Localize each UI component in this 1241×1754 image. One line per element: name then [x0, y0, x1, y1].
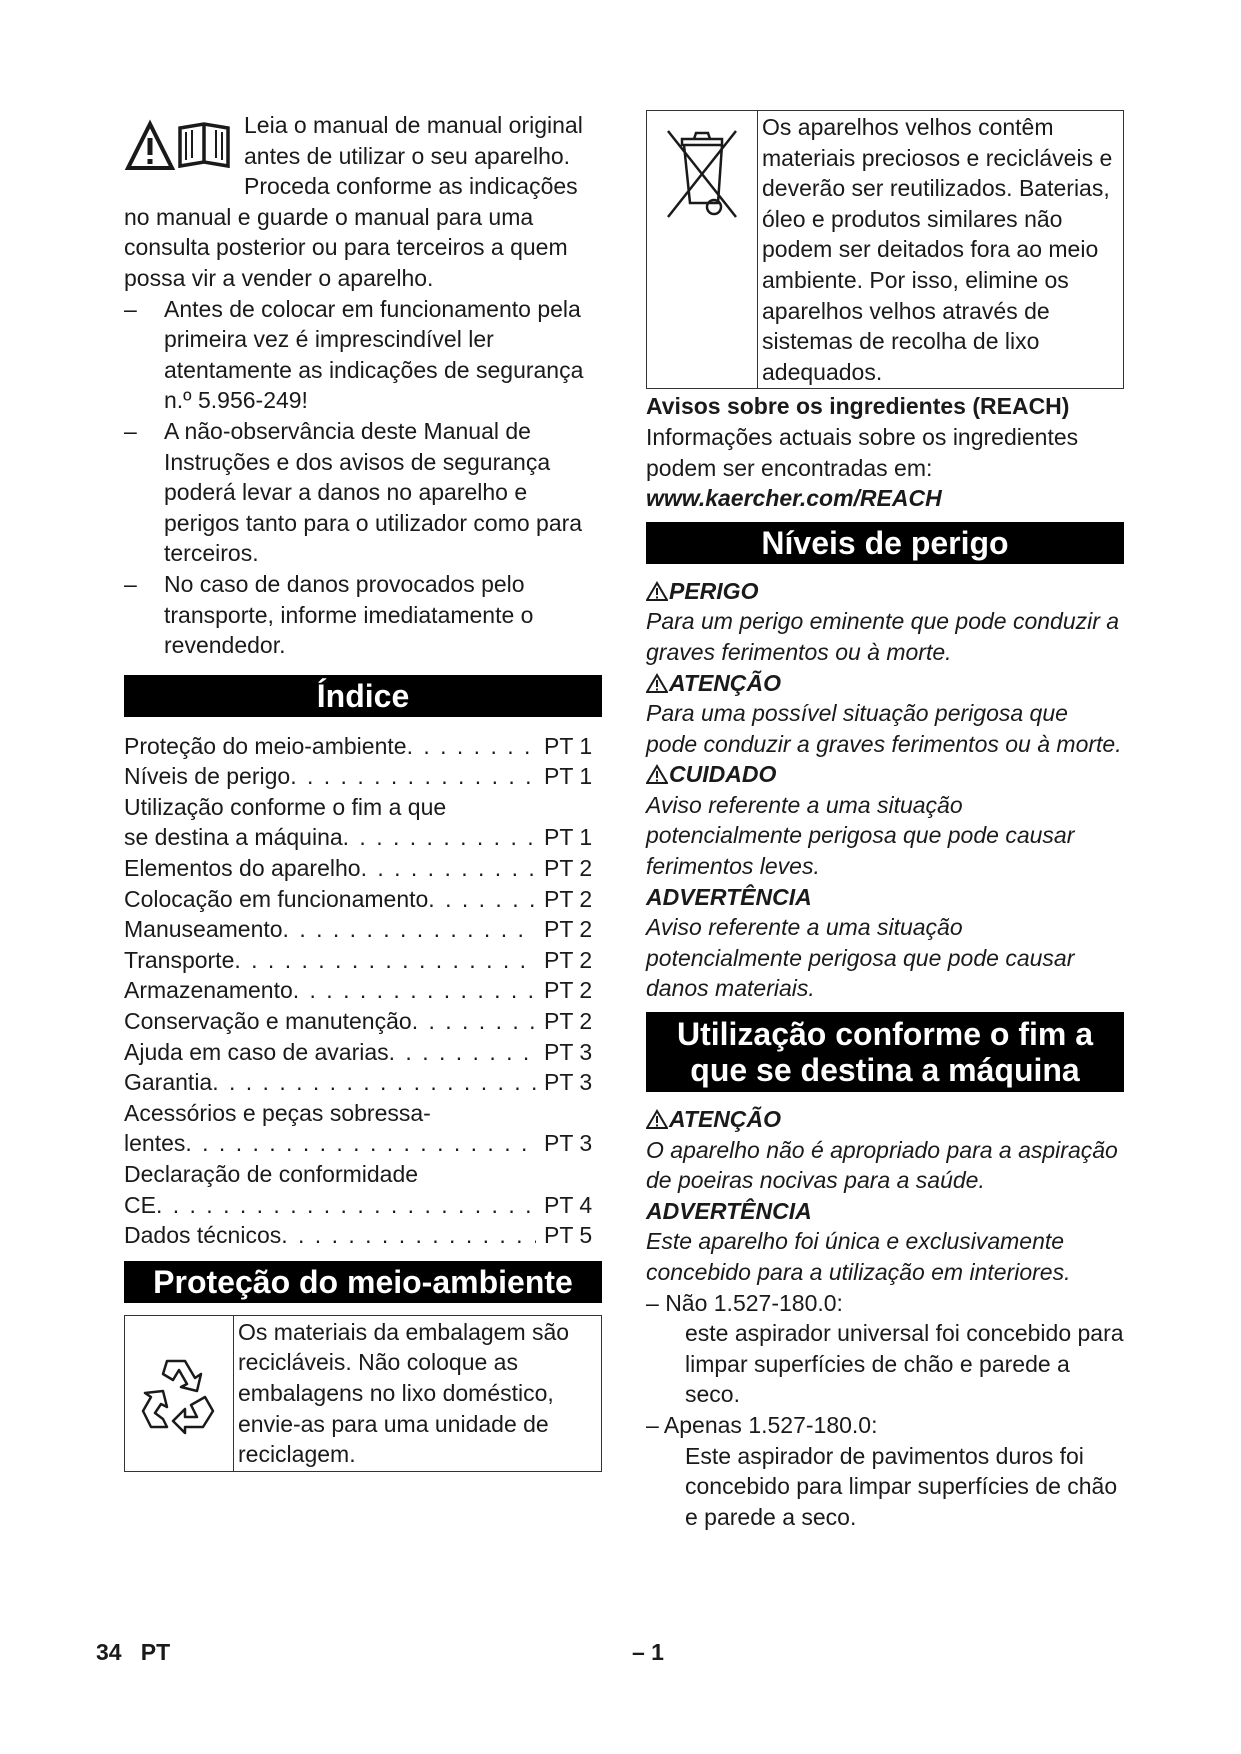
intended-use-notice-label: ADVERTÊNCIA [646, 1197, 812, 1224]
hazard-label: CUIDADO [669, 761, 777, 788]
packaging-text: Os materiais da embalagem são recicláveis. Não coloque as embalagens no lixo doméstico, envie-as para uma unidade de reciclagem. [238, 1318, 570, 1468]
crossed-bin-icon [662, 125, 742, 225]
toc-entry[interactable]: Manuseamento . . . PT 2 [124, 914, 602, 945]
hazard-text: Aviso referente a uma situação potencialmente perigosa que pode causar danos materiais. [646, 914, 1075, 1002]
packaging-recycling-box [124, 1315, 602, 1472]
hazard-text: Para uma possível situação perigosa que pode conduzir a graves ferimentos ou à morte. [646, 700, 1122, 757]
book-icon [180, 124, 228, 166]
left-column [124, 110, 602, 1472]
index-heading: Índice [124, 675, 602, 717]
toc-entry[interactable]: Armazenamento . . . PT 2 [124, 975, 602, 1006]
intro-block [124, 110, 602, 294]
toc-entry[interactable]: Transporte . . . PT 2 [124, 945, 602, 976]
toc-entry[interactable]: Acessórios e peças sobressa- [124, 1099, 431, 1126]
warning-triangle-icon [646, 581, 668, 601]
toc-entry[interactable]: Conservação e manutenção . . . PT 2 [124, 1006, 602, 1037]
recycle-icon-cell [125, 1316, 234, 1471]
hazard-level-item [646, 668, 1124, 760]
hazard-level-item [646, 882, 1124, 1004]
warning-triangle-icon [646, 764, 668, 784]
hazard-label: ATENÇÃO [669, 669, 782, 696]
hazard-text: Para um perigo eminente que pode conduzir a graves ferimentos ou à morte. [646, 608, 1120, 665]
warning-triangle-icon [646, 1109, 668, 1129]
intro-bullet: – No caso de danos provocados pelo transporte, informe imediatamente o revendedor. [124, 570, 534, 659]
toc-entry[interactable]: CE . . . PT 4 [124, 1190, 602, 1221]
weee-icon-cell [647, 111, 758, 388]
toc-entry[interactable]: Utilização conforme o fim a que [124, 793, 447, 820]
right-column [646, 110, 1124, 1532]
toc-entry[interactable]: Níveis de perigo . . . PT 1 [124, 761, 602, 792]
old-devices-text: Os aparelhos velhos contêm materiais preciosos e recicláveis e deverão ser reutilizados. Baterias, óleo e produtos similares não podem ser deitados fora ao meio ambiente. Por isso, elimine os aparelhos velhos através de sistemas de recolha de lixo adequados. [762, 114, 1113, 385]
warning-manual-icon [124, 118, 234, 174]
hazard-label: ADVERTÊNCIA [646, 883, 812, 910]
hazard-level-item [646, 759, 1124, 881]
toc-entry[interactable]: Ajuda em caso de avarias . . . PT 3 [124, 1037, 602, 1068]
intro-bullet: – Antes de colocar em funcionamento pela primeira vez é imprescindível ler atentamente as indicações de segurança n.º 5.956-249! [124, 295, 584, 414]
model-text: Este aspirador de pavimentos duros foi concebido para limpar superfícies de chão e parede a seco. [685, 1442, 1118, 1530]
intended-use-notice-text: Este aparelho foi única e exclusivamente concebido para a utilização em interiores. [646, 1228, 1071, 1285]
model-item: – Não 1.527-180.0: este aspirador universal foi concebido para limpar superfícies de chão e parede a seco. [646, 1288, 1124, 1410]
footer-section-page: – 1 [632, 1639, 664, 1665]
hazard-level-item [646, 576, 1124, 668]
intended-use-warning-label: ATENÇÃO [669, 1106, 782, 1133]
toc-entry[interactable]: Proteção do meio-ambiente . . . PT 1 [124, 731, 602, 762]
model-item: – Apenas 1.527-180.0: Este aspirador de pavimentos duros foi concebido para limpar superfícies de chão e parede a seco. [646, 1410, 1124, 1532]
footer-page-number: 34 PT [96, 1639, 171, 1665]
toc-entry[interactable]: Dados técnicos . . . PT 5 [124, 1220, 602, 1251]
hazard-levels-heading: Níveis de perigo [646, 522, 1124, 564]
intro-text: Leia o manual de manual original antes de utilizar o seu aparelho. Proceda conforme as indicações no manual e guarde o manual para uma consulta posterior ou para terceiros a quem possa vir a vender o aparelho. [124, 112, 583, 291]
intended-use-warning-text: O aparelho não é apropriado para a aspiração de poeiras nocivas para a saúde. [646, 1136, 1118, 1194]
toc-entry[interactable]: Declaração de conformidade [124, 1161, 419, 1187]
toc-entry[interactable]: lentes . . . PT 3 [124, 1128, 602, 1159]
environment-heading: Proteção do meio-ambiente [124, 1261, 602, 1303]
warning-triangle-icon [128, 124, 172, 168]
reach-text: Informações actuais sobre os ingredientes podem ser encontradas em: [646, 423, 1079, 481]
toc-entry[interactable]: Garantia . . . PT 3 [124, 1067, 602, 1098]
model-text: este aspirador universal foi concebido para limpar superfícies de chão e parede a seco. [685, 1320, 1124, 1408]
recycle-icon [133, 1347, 225, 1439]
reach-heading: Avisos sobre os ingredientes (REACH) [646, 393, 1070, 420]
hazard-label: PERIGO [669, 577, 759, 604]
reach-link[interactable]: www.kaercher.com/REACH [646, 485, 942, 512]
model-label: Não 1.527-180.0: [665, 1289, 843, 1316]
toc-entry[interactable]: Elementos do aparelho . . . PT 2 [124, 853, 602, 884]
toc-entry[interactable]: se destina a máquina . . . PT 1 [124, 822, 602, 853]
intended-use-heading: Utilização conforme o fim a que se destina a máquina [646, 1012, 1124, 1092]
hazard-text: Aviso referente a uma situação potencialmente perigosa que pode causar ferimentos leves. [646, 791, 1075, 880]
model-label: Apenas 1.527-180.0: [663, 1411, 878, 1438]
intro-bullet: – A não-observância deste Manual de Instruções e dos avisos de segurança poderá levar a danos no aparelho e perigos tanto para o utilizador como para terceiros. [124, 417, 583, 567]
toc-entry[interactable]: Colocação em funcionamento . . . PT 2 [124, 884, 602, 915]
table-of-contents [124, 731, 602, 1251]
old-devices-box [646, 110, 1124, 389]
warning-triangle-icon [646, 673, 668, 693]
